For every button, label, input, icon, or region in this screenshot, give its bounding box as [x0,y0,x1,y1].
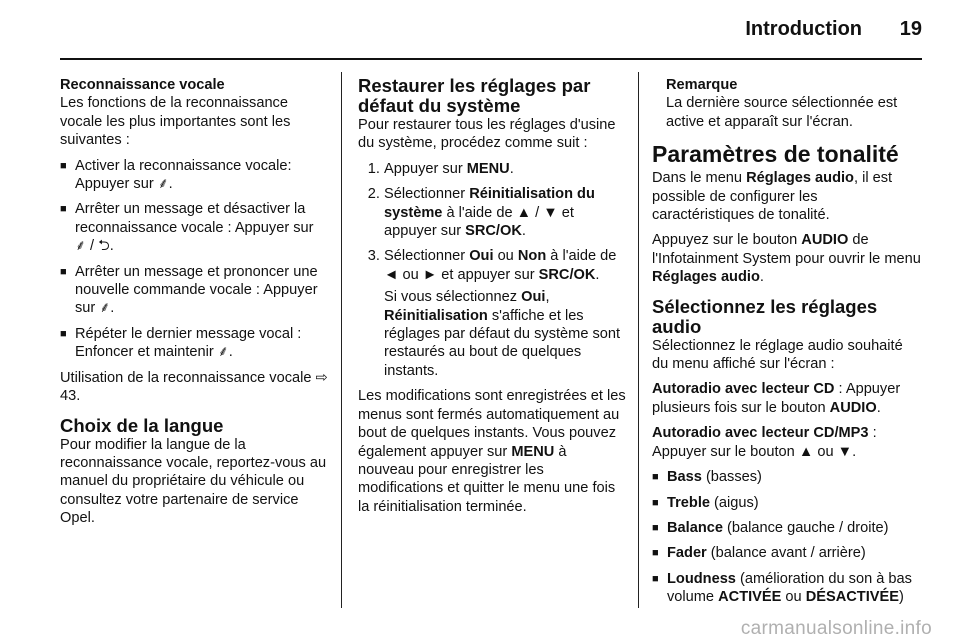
paragraph [358,387,626,516]
menu-label: Réglages audio [746,170,854,187]
list-item [652,544,922,562]
text: . [509,160,514,177]
text: Sélectionner [384,186,470,203]
text: ou [781,589,806,606]
menu-label: MENU [511,443,555,460]
step-3-detail [384,288,626,380]
text: Sélectionner [384,248,470,265]
text: ) [898,589,904,606]
numbered-steps [358,160,626,380]
paragraph: Les fonctions de la reconnaissance vocale les plus importantes sont les suivantes : [60,95,291,149]
value-label: DÉSACTIVÉE [805,589,899,606]
button-label: SRC/OK [465,223,522,240]
menu-label: Réglages audio [652,269,760,286]
text: Appuyez sur le bouton [652,232,802,249]
bullet-list [652,468,922,606]
page-number: 19 [899,18,922,40]
setting-label: Loudness [667,570,736,587]
page-header [60,0,922,60]
text: : Appuyer plusieurs fois sur le bouton [652,381,901,416]
text: Les modifications sont enregistrées et les menus sont fermés automatiquement au bout de quelques instants. Vous pouvez également appuyer sur [358,388,626,460]
text: . [595,266,600,283]
section-title-tone-settings: Paramètres de tonalité [652,141,899,168]
button-label: AUDIO [829,399,877,416]
setting-label: Fader [667,545,707,562]
paragraph: Sélectionnez le réglage audio souhaité du menu affiché sur l'écran : [652,337,903,373]
text: (basses) [701,469,762,486]
text: (amélioration du son à bas volume [667,570,912,606]
note-box [652,76,922,131]
text: de l'Infotainment System pour ouvrir le menu [652,232,921,267]
text: Dans le menu [652,170,747,187]
value-label: ACTIVÉE [718,589,782,606]
list-item: ■ Arrêter un message et désactiver la reconnaissance vocale : Appuyer sur ⸙ / ⮌. [60,200,328,255]
step-3 [384,247,626,380]
setting-label: Bass [667,469,702,486]
text: à nouveau pour enregistrer les modifications et quitter le menu une fois la réinitialisation terminée. [358,443,616,515]
text: Si vous sélectionnez [384,289,522,306]
text: s'affiche et les réglages par défaut du système sont restaurés au bout de quelques instants. [384,307,621,379]
paragraph [652,380,922,417]
paragraph: Pour restaurer tous les réglages d'usine du système, procédez comme suit : [358,117,616,152]
menu-label: MENU [466,160,510,177]
option-label: Non [517,248,547,265]
text: (aigus) [710,494,759,511]
text: . [521,223,526,240]
section-title-voice-recognition: Reconnaissance vocale [60,77,225,93]
text: , il est possible de configurer les caractéristiques de tonalité. [652,170,893,224]
text: : Appuyer sur le bouton ▲ ou ▼. [652,425,877,460]
cross-reference-paragraph: Utilisation de la reconnaissance vocale ⇨ 43. [60,369,328,405]
list-item: ■ Activer la reconnaissance vocale: Appuyer sur ⸙. [60,157,328,194]
list-item [652,570,922,607]
paragraph: Pour modifier la langue de la reconnaissance vocale, reportez-vous au manuel du propriétaire du véhicule ou consultez votre partenaire de service Opel. [60,436,327,527]
column-middle [358,76,626,523]
note-text: La dernière source sélectionnée est active et apparaît sur l'écran. [666,95,898,130]
step-2 [384,185,626,240]
text: Appuyer sur [384,160,467,177]
paragraph [652,424,922,461]
text: à l'aide de ◄ ou ► et appuyer sur [384,248,617,283]
device-label: Autoradio avec lecteur CD/MP3 [652,425,869,442]
list-item: ■ Répéter le dernier message vocal : Enfoncer et maintenir ⸙. [60,325,328,362]
text: (balance gauche / droite) [722,519,889,536]
text: . [876,399,881,416]
step-1 [384,160,626,178]
text: ou [493,248,518,265]
text: . [759,269,764,286]
button-label: SRC/OK [538,266,596,283]
display-label: Réinitialisation [384,307,488,324]
setting-label: Balance [667,519,723,536]
column-divider [638,72,639,608]
list-item [652,494,922,512]
option-label: Oui [521,289,546,306]
option-label: Réinitialisation du système [384,186,595,221]
watermark: carmanualsonline.info [740,618,932,639]
device-label: Autoradio avec lecteur CD [652,381,835,398]
text: à l'aide de ▲ / ▼ et appuyer sur [384,204,574,240]
setting-label: Treble [667,494,710,511]
column-right [652,76,922,614]
option-label: Oui [469,248,494,265]
page-title: Introduction [745,18,862,40]
list-item: ■ Arrêter un message et prononcer une nouvelle commande vocale : Appuyer sur ⸙. [60,263,328,318]
note-title: Remarque [666,77,738,93]
bullet-list [60,157,328,362]
list-item [652,468,922,486]
paragraph [652,169,922,224]
button-label: AUDIO [801,232,849,249]
section-title-restore-defaults: Restaurer les réglages par défaut du système [358,75,591,116]
section-title-audio-settings: Sélectionnez les réglages audio [652,295,878,337]
text: , [545,289,550,306]
column-left [60,76,328,535]
section-title-language: Choix de la langue [60,414,224,436]
column-divider [341,72,342,608]
list-item [652,519,922,537]
paragraph [652,231,922,286]
text: (balance avant / arrière) [706,545,866,562]
